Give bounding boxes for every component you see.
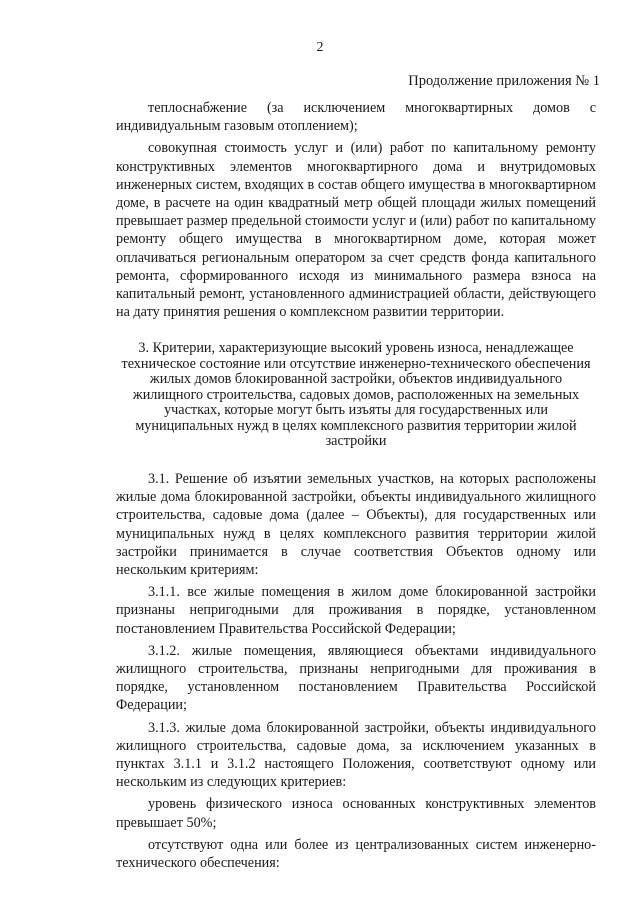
criterion-physical-wear: уровень физического износа основанных конструктивных элементов превышает 50%; <box>116 796 596 831</box>
appendix-continuation-note: Продолжение приложения № 1 <box>408 73 600 89</box>
page-number: 2 <box>316 40 324 55</box>
paragraph-heat-supply: теплоснабжение (за исключением многоквартирных домов с индивидуальным газовым отоплением); <box>116 100 596 135</box>
paragraph-3-1-3: 3.1.3. жилые дома блокированной застройки, объекты индивидуального жилищного строительства, садовые дома, за исключением указанных в пунктах 3.1.1 и 3.1.2 настоящего Положения, соответствуют одному или нескольким из следующих критериев: <box>116 719 596 791</box>
paragraph-3-1: 3.1. Решение об изъятии земельных участков, на которых расположены жилые дома блокированной застройки, объекты индивидуального жилищного строительства, садовые дома (далее – Объекты), для государственных или муниципальных нужд в целях комплексного развития территории жилой застройки принимается в случае соответствия Объектов одному или нескольким критериям: <box>116 470 596 578</box>
paragraph-repair-cost: совокупная стоимость услуг и (или) работ по капитальному ремонту конструктивных элементов многоквартирного дома и внутридомовых инженерных систем, входящих в состав общего имущества в многоквартирном доме, в расчете на один квадратный метр общей площади жилых помещений превышает размер предельной стоимости услуг и (или) работ по капитальному ремонту общего имущества в многоквартирном доме, которая может оплачиваться региональным оператором за счет средств фонда капитального ремонта, сформированного исходя из минимального размера взноса на капитальный ремонт, установленного администрацией области, действующего на дату принятия решения о комплексном развитии территории. <box>116 140 596 321</box>
section-3-heading: 3. Критерии, характеризующие высокий уровень износа, ненадлежащее техническое состояние или отсутствие инженерно-технического обеспечения жилых домов блокированной застройки, объектов индивидуального жилищного строительства, садовых домов, расположенных на земельных участках, которые могут быть изъяты для государственных или муниципальных нужд в целях комплексного развития территории жилой застройки <box>121 340 591 450</box>
document-body <box>116 99 596 876</box>
criterion-missing-utilities: отсутствуют одна или более из централизованных систем инженерно-технического обеспечения: <box>116 836 596 871</box>
paragraph-3-1-1: 3.1.1. все жилые помещения в жилом доме блокированной застройки признаны непригодными для проживания в порядке, установленном постановлением Правительства Российской Федерации; <box>116 584 596 637</box>
paragraph-3-1-2: 3.1.2. жилые помещения, являющиеся объектами индивидуального жилищного строительства, признаны непригодными для проживания в порядке, установленном постановлением Правительства Российской Федерации; <box>116 642 596 714</box>
